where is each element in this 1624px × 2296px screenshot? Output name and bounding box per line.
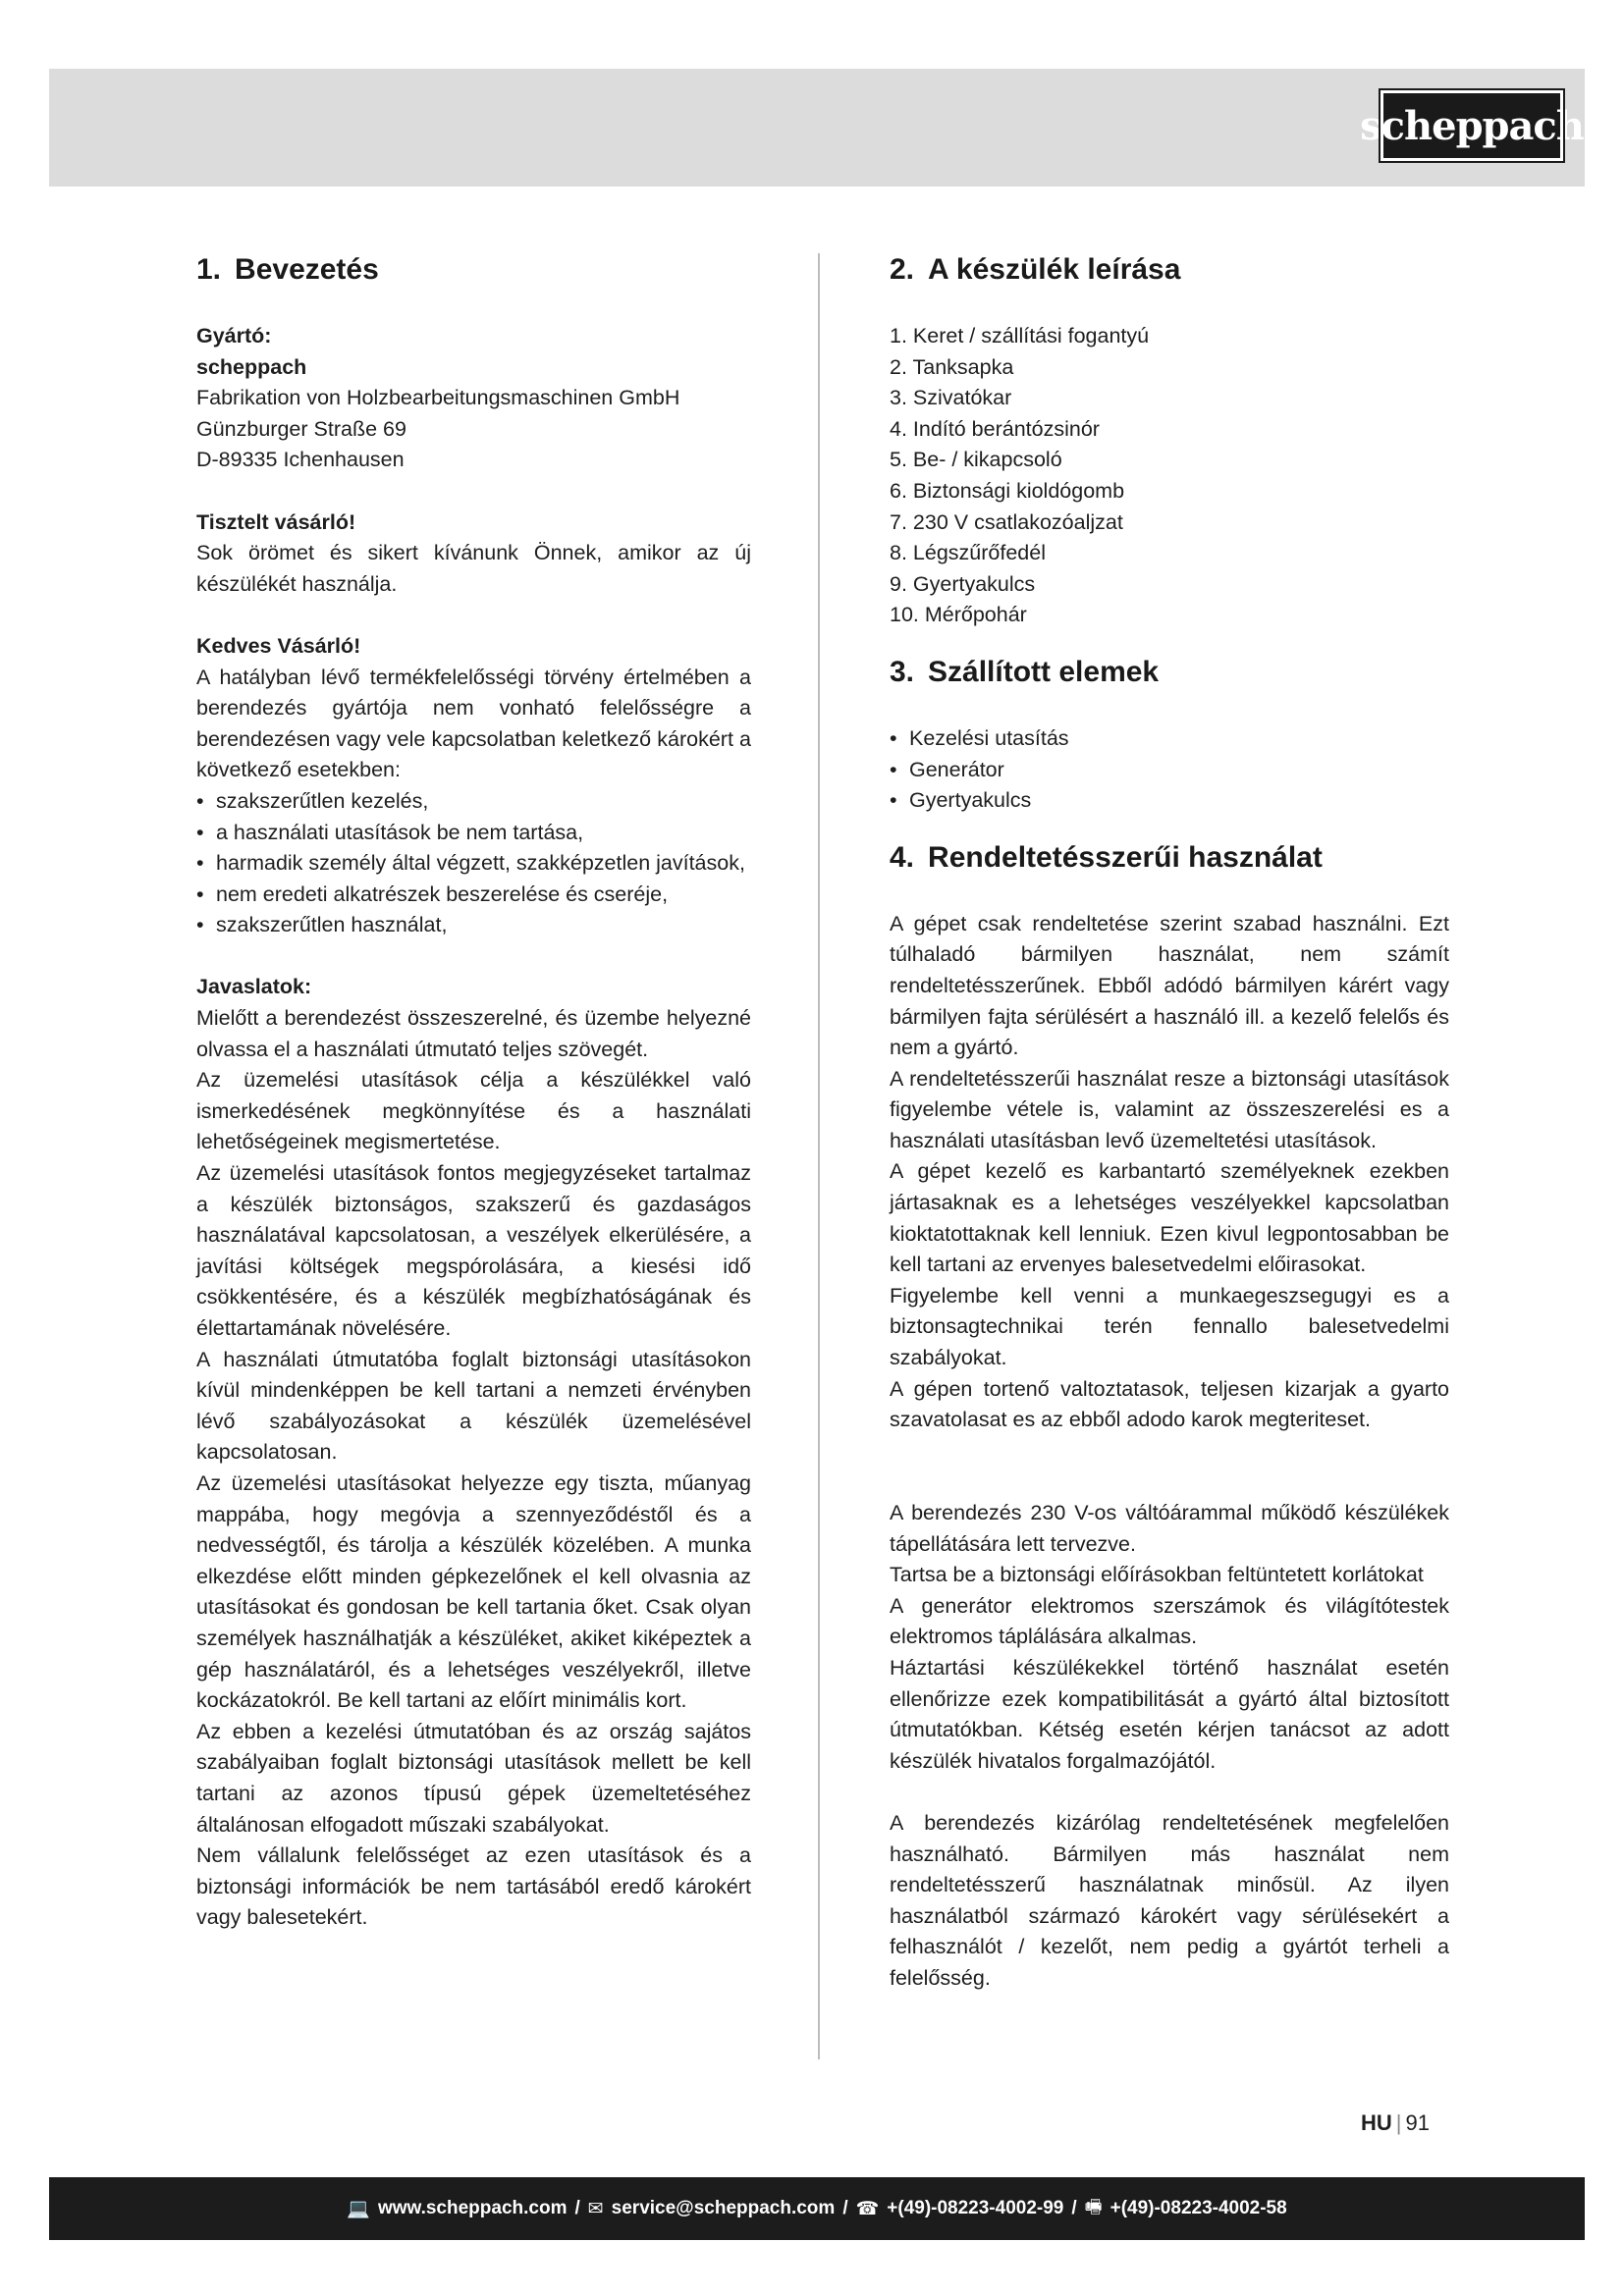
list-item: 7. 230 V csatlakozóaljzat (890, 509, 1123, 534)
page-number-value: 91 (1405, 2110, 1430, 2135)
section-3-title: 3. Szállított elemek (890, 655, 1160, 688)
section-4-title: 4. Rendeltetésszerűi használat (890, 840, 1323, 874)
use-paragraph: Figyelembe kell venni a munkaegeszsegugyi es a biztonsagtechnikai terén fennallo balesetvedelmi szabályokat. (890, 1283, 1449, 1370)
use-paragraph: A generátor elektromos szerszámok és világítótestek elektromos táplálására alkalmas. (890, 1593, 1449, 1649)
footer-slash: / (574, 2198, 580, 2218)
advice-paragraph: Az üzemelési utasítások fontos megjegyzéseket tartalmaz a készülék biztonságos, szakszerű és gazdaságos használatával kapcsolatosan, a veszélyek elkerülésére, a javítási költségek megspórolására, a kiesési idő csökkentésére, és a készülék megbízhatóságának és élettartamának növelésére. (196, 1161, 751, 1340)
list-item: 5. Be- / kikapcsoló (890, 448, 1062, 472)
advice-block (196, 972, 751, 1933)
use-paragraph: A gépet kezelő es karbantartó személyeknek ezekben jártasaknak es a lehetséges veszélyekkel kapcsolatban kioktatottaknak kell lenniuk. Ezen kivul legpontosabban be kell tartani az ervenyes balesetvedelmi előirasokat. (890, 1159, 1449, 1277)
advice-paragraph: Mielőtt a berendezést összeszerelné, és üzembe helyezné olvassa el a használati útmutató teljes szövegét. (196, 1006, 751, 1061)
left-column (196, 250, 751, 1934)
list-item: 2. Tanksapka (890, 354, 1014, 379)
address-line: Fabrikation von Holzbearbeitungsmaschinen GmbH (196, 386, 680, 410)
list-item: • Generátor (890, 755, 1449, 786)
use-paragraph: Tartsa be a biztonsági előírásokban feltüntetett korlátokat (890, 1563, 1424, 1587)
manufacturer-label: Gyártó: (196, 324, 272, 347)
footer-slash: / (1071, 2198, 1077, 2218)
use-group-3 (890, 1808, 1449, 1995)
footer-email[interactable]: service@scheppach.com (611, 2198, 836, 2218)
section-1-title: 1. Bevezetés (196, 253, 379, 286)
list-item: • Kezelési utasítás (890, 723, 1449, 755)
mail-icon: ✉ (587, 2198, 604, 2219)
greeting-1 (196, 507, 751, 601)
language-code: HU (1361, 2110, 1392, 2135)
fax-icon: 🖷 (1084, 2197, 1103, 2217)
use-paragraph: A berendezés kizárólag rendeltetésének megfelelően használható. Bármilyen más használat nem rendeltetésszerű használatnak minősül. Az ilyen használatból származó károkért vagy sérülésekért a felhasználót / kezelőt, nem pedig a gyártót terheli a felelősség. (890, 1810, 1449, 1990)
manufacturer-name: scheppach (196, 354, 307, 379)
list-item: • harmadik személy által végzett, szakképzetlen javítások, (196, 848, 751, 880)
greeting-2 (196, 631, 751, 941)
advice-paragraph: Az üzemelési utasításokat helyezze egy tiszta, műanyag mappába, hogy megóvja a szennyeződéstől és a nedvességtől, és tárolja a készülék közelében. A munka elkezdése előtt minden gépkezelőnek el kell olvasnia az utasításokat és gondosan be kell tartania őket. Csak olyan személyek használhatják a készüléket, akiket kiképeztek a gép használatáról, és a lehetséges veszélyekről, illetve kockázatokról. Be kell tartani az előírt minimális kort. (196, 1470, 751, 1713)
greeting-1-title: Tisztelt vásárló! (196, 509, 356, 534)
phone-icon: ☎ (855, 2198, 880, 2219)
list-item: • nem eredeti alkatrészek beszerelése és cseréje, (196, 880, 751, 911)
list-item: • szakszerűtlen kezelés, (196, 786, 751, 818)
footer-website[interactable]: www.scheppach.com (377, 2198, 568, 2218)
delivered-list (890, 723, 1449, 817)
use-paragraph: A gépen tortenő valtoztatasok, teljesen kizarjak a gyarto szavatolasat es az ebből adodo karok megteriteset. (890, 1376, 1449, 1432)
footer-phone: +(49)-08223-4002-99 (887, 2198, 1064, 2218)
list-item: 9. Gyertyakulcs (890, 571, 1036, 596)
page-number (1361, 2110, 1430, 2136)
list-item: 10. Mérőpohár (890, 603, 1027, 627)
list-item: • szakszerűtlen használat, (196, 910, 751, 941)
list-item: 8. Légszűrőfedél (890, 541, 1046, 565)
address-line: D-89335 Ichenhausen (196, 448, 405, 472)
footer-bar (49, 2177, 1585, 2240)
advice-paragraph: Az ebben a kezelési útmutatóban és az ország sajátos szabályaiban foglalt biztonsági utasítások mellett be kell tartani az azonos típusú gépek üzemeltetéséhez általánosan elfogadott műszaki szabályokat. (196, 1719, 751, 1837)
right-column (890, 250, 1449, 1995)
list-item: 6. Biztonsági kioldógomb (890, 478, 1125, 503)
list-item: 3. Szivatókar (890, 386, 1012, 410)
scheppach-logo: scheppach (1380, 90, 1563, 161)
greeting-2-text: A hatályban lévő termékfelelősségi törvény értelmében a berendezés gyártója nem vonható felelősségre a berendezésen vagy vele kapcsolatban keletkező károkért a következő esetekben: (196, 665, 751, 782)
advice-paragraph: Nem vállalunk felelősséget az ezen utasítások és a biztonsági információk be nem tartásából eredő károkért vagy balesetekért. (196, 1843, 751, 1930)
advice-paragraph: A használati útmutatóba foglalt biztonsági utasításokon kívül mindenképpen be kell tartani a nemzeti érvényben lévő szabályozásokat a készülék üzemelésével kapcsolatosan. (196, 1347, 751, 1465)
footer-slash: / (842, 2198, 848, 2218)
list-item: 1. Keret / szállítási fogantyú (890, 324, 1150, 347)
advice-paragraph: Az üzemelési utasítások célja a készülékkel való ismerkedésének megkönnyítése és a használati lehetőségeinek megismertetése. (196, 1068, 751, 1154)
use-group-1 (890, 909, 1449, 1436)
use-paragraph: A berendezés 230 V-os váltóárammal működő készülékek tápellátására lett tervezve. (890, 1501, 1449, 1556)
footer-fax: +(49)-08223-4002-58 (1110, 2198, 1287, 2218)
use-paragraph: A rendeltetésszerűi használat resze a biztonsági utasítások figyelembe vétele is, valamint az összeszerelési es a használati utasításban levő üzemeltetési utasítások. (890, 1066, 1449, 1152)
manufacturer-block (196, 321, 751, 476)
list-item: 4. Indító berántózsinór (890, 416, 1100, 441)
greeting-2-title: Kedves Vásárló! (196, 633, 361, 658)
advice-title: Javaslatok: (196, 975, 312, 999)
use-paragraph: Háztartási készülékekkel történő használat esetén ellenőrizze ezek kompatibilitását a gyártó által biztosított útmutatókban. Kétség esetén kérjen tanácsot az adott készülék hivatalos forgalmazójától. (890, 1655, 1449, 1773)
use-group-2 (890, 1498, 1449, 1777)
use-paragraph: A gépet csak rendeltetése szerint szabad használni. Ezt túlhaladó bármilyen használat, nem számít rendeltetésszerűnek. Ebből adódó bármilyen kárért vagy bármilyen fajta sérülésért a használó ill. a kezelő felelős és nem a gyártó. (890, 911, 1449, 1060)
parts-list (890, 321, 1449, 631)
computer-icon: 💻 (347, 2199, 370, 2219)
address-line: Günzburger Straße 69 (196, 416, 406, 441)
list-item: • a használati utasítások be nem tartása, (196, 818, 751, 849)
greeting-1-text: Sok örömet és sikert kívánunk Önnek, amikor az új készülékét használja. (196, 541, 751, 596)
liability-list (196, 786, 751, 941)
list-item: • Gyertyakulcs (890, 785, 1449, 817)
section-2-title: 2. A készülék leírása (890, 253, 1181, 286)
header-band (49, 69, 1585, 187)
column-divider (818, 253, 820, 2059)
page-separator: | (1395, 2110, 1402, 2135)
